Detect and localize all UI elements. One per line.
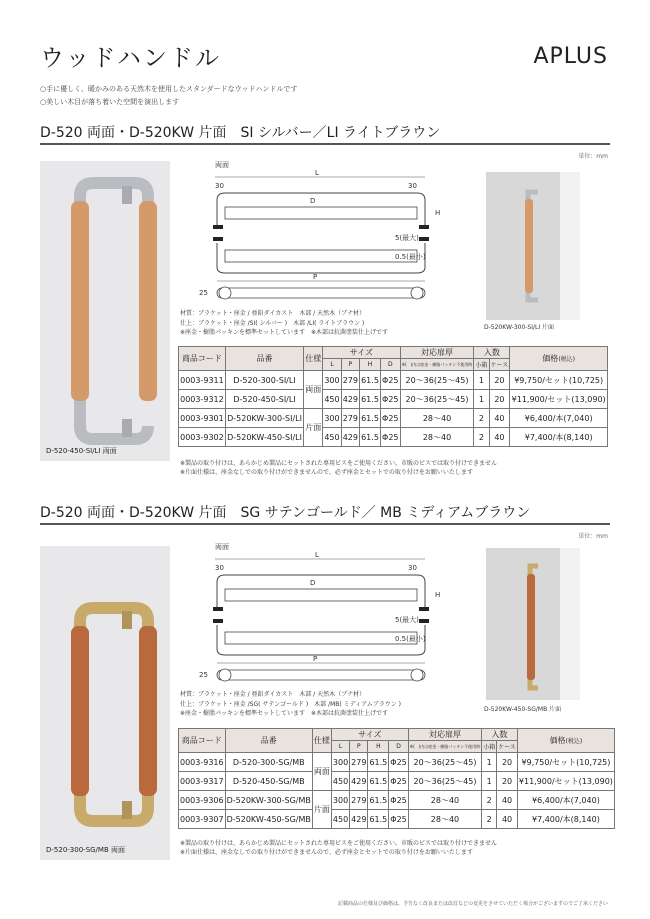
drawing-30a-label: 30 <box>215 564 224 572</box>
cell-small: 1 <box>482 772 497 791</box>
table-row <box>179 428 608 447</box>
note-line: ※座金・樹脂パッキンを標準セットしています ※木部は抗菌塗装仕上げです <box>180 329 388 336</box>
material-line: 材質：ブラケット・座金 / 亜鉛ダイカスト 木部 / 天然木（ブナ材） <box>180 691 366 698</box>
material-text-2 <box>180 690 401 719</box>
th-spec: 仕様 <box>304 347 323 371</box>
th-price-sub: (税込) <box>558 356 575 363</box>
th-price <box>510 347 608 371</box>
notes-2 <box>180 839 497 857</box>
cell-door: 20～36(25～45) <box>400 371 474 390</box>
th-price-label: 価格 <box>549 736 566 745</box>
cell-code: 0003-9312 <box>179 390 226 409</box>
th-small: 小箱 <box>474 359 489 371</box>
note-line: ※片面仕様は、座金なしでの取り付けができませんので、必ず座金とセットでの取り付けをお願いいたします <box>180 849 473 856</box>
cell-door: 20～36(25～45) <box>408 753 481 772</box>
brand-logo: APLUS <box>533 44 608 69</box>
cell-L: 300 <box>331 791 349 810</box>
th-small: 小箱 <box>482 741 497 753</box>
cell-price: ¥7,400/本(8,140) <box>517 810 614 829</box>
cell-case: 40 <box>497 791 518 810</box>
drawing-L-label: L <box>315 169 319 177</box>
drawing-25-label: 25 <box>199 671 208 679</box>
cell-small: 2 <box>482 810 497 829</box>
handle-small-image-silver <box>486 172 580 320</box>
handle-small-image-gold <box>486 548 580 700</box>
cell-D: Φ25 <box>380 390 400 409</box>
note-line: ※製品の取り付けは、あらかじめ製品にセットされた専用ビスをご使用ください。市販のビスでは取り付けできません <box>180 460 498 467</box>
cell-price: ¥6,400/本(7,040) <box>517 791 614 810</box>
cell-door: 20～36(25～45) <box>400 390 474 409</box>
cell-part: D-520-450-SG/MB <box>225 772 312 791</box>
cell-case: 20 <box>497 772 518 791</box>
cell-small: 1 <box>474 390 489 409</box>
cell-code: 0003-9301 <box>179 409 226 428</box>
cell-door: 28～40 <box>400 428 474 447</box>
cell-case: 40 <box>489 428 510 447</box>
drawing-30a-label: 30 <box>215 182 224 190</box>
footer-disclaimer: 記載商品の仕様及び価格は、予告なく改良または改訂などの変更をさせていただく場合がございますのでご了承ください <box>337 901 608 907</box>
cell-D: Φ25 <box>380 371 400 390</box>
cell-case: 20 <box>489 390 510 409</box>
section-1-title: D-520 両面・D-520KW 片面 SI シルバー／LI ライトブラウン <box>40 125 441 141</box>
handle-image-gold <box>40 546 170 860</box>
unit-label-1: 単位：mm <box>578 153 608 160</box>
section-2-rule <box>40 523 610 525</box>
cell-part: D-520-300-SG/MB <box>225 753 312 772</box>
cell-D: Φ25 <box>389 810 408 829</box>
th-H: H <box>368 741 389 753</box>
cell-small: 1 <box>482 753 497 772</box>
cell-door: 20～36(25～45) <box>408 772 481 791</box>
drawing-H-label: H <box>435 209 441 217</box>
drawing-max-label: 5(最大) <box>395 234 419 242</box>
product-small-photo-1 <box>486 172 580 320</box>
cell-part: D-520-450-SI/LI <box>225 390 303 409</box>
product-table-1 <box>178 346 608 447</box>
section-2-title: D-520 両面・D-520KW 片面 SG サテンゴールド／ MB ミディアムブラウン <box>40 505 531 521</box>
cell-D: Φ25 <box>380 409 400 428</box>
cell-P: 429 <box>341 428 359 447</box>
cell-L: 300 <box>323 371 341 390</box>
th-D: D <box>389 741 408 753</box>
cell-P: 279 <box>341 371 359 390</box>
th-L: L <box>331 741 349 753</box>
cell-L: 450 <box>331 772 349 791</box>
th-door-sub: ※( )内は座金・樹脂パッキン不使用時 <box>400 359 474 371</box>
th-qty: 入数 <box>482 729 518 741</box>
intro-line-1: ○手に優しく、暖かみのある天然木を使用したスタンダードなウッドハンドルです <box>40 85 298 93</box>
th-part: 品番 <box>225 347 303 371</box>
cell-spec-double: 両面 <box>312 753 331 791</box>
handle-image-silver <box>40 161 170 461</box>
note-line: ※片面仕様は、座金なしでの取り付けができませんので、必ず座金とセットでの取り付けをお願いいたします <box>180 469 473 476</box>
product-photo-1-caption: D-520-450-SI/LI 両面 <box>46 447 117 455</box>
th-case: ケース <box>497 741 518 753</box>
cell-H: 61.5 <box>368 791 389 810</box>
cell-small: 2 <box>474 409 489 428</box>
cell-small: 2 <box>482 791 497 810</box>
cell-price: ¥9,750/セット(10,725) <box>510 371 608 390</box>
table-row <box>179 772 615 791</box>
th-door: 対応扉厚 <box>408 729 481 741</box>
technical-drawing-1 <box>195 155 465 310</box>
cell-price: ¥11,900/セット(13,090) <box>510 390 608 409</box>
th-L: L <box>323 359 341 371</box>
cell-code: 0003-9317 <box>179 772 226 791</box>
th-price-label: 価格 <box>542 354 559 363</box>
cell-door: 28～40 <box>408 791 481 810</box>
cell-H: 61.5 <box>368 810 389 829</box>
drawing-P-label: P <box>313 655 318 663</box>
note-line: ※製品の取り付けは、あらかじめ製品にセットされた専用ビスをご使用ください。市販のビスでは取り付けできません <box>180 840 498 847</box>
material-text-1 <box>180 309 388 338</box>
cell-small: 1 <box>474 371 489 390</box>
finish-line: 仕上：ブラケット・座金 /SG( サテンゴールド ) 木部 /MB( ミディアムブラウン ) <box>180 700 401 708</box>
drawing-25-label: 25 <box>199 289 208 297</box>
drawing-30b-label: 30 <box>408 564 417 572</box>
th-P: P <box>341 359 359 371</box>
page-title: ウッドハンドル <box>40 44 222 72</box>
cell-D: Φ25 <box>389 791 408 810</box>
material-line: 材質：ブラケット・座金 / 亜鉛ダイカスト 木部 / 天然木（ブナ材） <box>180 310 366 317</box>
notes-1 <box>180 459 497 477</box>
table-row <box>179 810 615 829</box>
cell-small: 2 <box>474 428 489 447</box>
cell-code: 0003-9311 <box>179 371 226 390</box>
th-price <box>517 729 614 753</box>
product-small-photo-2-caption: D-520KW-450-SG/MB 片面 <box>484 706 562 713</box>
cell-P: 279 <box>350 753 368 772</box>
drawing-H-label: H <box>435 591 441 599</box>
table-row <box>179 409 608 428</box>
cell-D: Φ25 <box>380 428 400 447</box>
cell-H: 61.5 <box>368 753 389 772</box>
section-1-rule <box>40 143 610 145</box>
cell-L: 450 <box>323 390 341 409</box>
drawing-min-label: 0.5(最小) <box>395 635 426 643</box>
product-table-2 <box>178 728 615 829</box>
cell-part: D-520-300-SI/LI <box>225 371 303 390</box>
cell-code: 0003-9307 <box>179 810 226 829</box>
cell-L: 300 <box>331 753 349 772</box>
product-photo-2-caption: D-520-300-SG/MB 両面 <box>46 846 125 854</box>
drawing-D-label: D <box>310 197 316 205</box>
cell-code: 0003-9316 <box>179 753 226 772</box>
cell-price: ¥7,400/本(8,140) <box>510 428 608 447</box>
cell-H: 61.5 <box>360 371 381 390</box>
th-door-sub: ※( )内は座金・樹脂パッキン不使用時 <box>408 741 481 753</box>
table-row <box>179 371 608 390</box>
cell-case: 20 <box>497 753 518 772</box>
cell-part: D-520KW-450-SG/MB <box>225 810 312 829</box>
unit-label-2: 単位：mm <box>578 533 608 540</box>
cell-part: D-520KW-300-SI/LI <box>225 409 303 428</box>
drawing-front-label: 両面 <box>215 161 229 169</box>
cell-P: 279 <box>350 791 368 810</box>
drawing-D-label: D <box>310 579 316 587</box>
th-size: サイズ <box>323 347 400 359</box>
th-price-sub: (税込) <box>565 738 583 745</box>
product-small-photo-2 <box>486 548 580 700</box>
cell-P: 279 <box>341 409 359 428</box>
drawing-min-label: 0.5(最小) <box>395 253 426 261</box>
cell-spec-double: 両面 <box>304 371 323 409</box>
cell-price: ¥9,750/セット(10,725) <box>517 753 614 772</box>
cell-part: D-520KW-300-SG/MB <box>225 791 312 810</box>
cell-case: 40 <box>497 810 518 829</box>
table-row <box>179 390 608 409</box>
th-H: H <box>360 359 381 371</box>
th-door: 対応扉厚 <box>400 347 474 359</box>
cell-part: D-520KW-450-SI/LI <box>225 428 303 447</box>
cell-L: 450 <box>331 810 349 829</box>
cell-D: Φ25 <box>389 753 408 772</box>
cell-case: 20 <box>489 371 510 390</box>
drawing-max-label: 5(最大) <box>395 616 419 624</box>
note-line: ※座金・樹脂パッキンを標準セットしています ※木部は抗菌塗装仕上げです <box>180 710 388 717</box>
th-qty: 入数 <box>474 347 510 359</box>
cell-price: ¥11,900/セット(13,090) <box>517 772 614 791</box>
cell-L: 300 <box>323 409 341 428</box>
cell-H: 61.5 <box>368 772 389 791</box>
cell-H: 61.5 <box>360 428 381 447</box>
th-D: D <box>380 359 400 371</box>
drawing-front-label: 両面 <box>215 543 229 551</box>
product-small-photo-1-caption: D-520KW-300-SI/LI 片面 <box>484 324 555 331</box>
intro-line-2: ○美しい木目が落ち着いた空間を演出します <box>40 98 180 106</box>
cell-case: 40 <box>489 409 510 428</box>
cell-door: 28～40 <box>400 409 474 428</box>
cell-spec-single: 片面 <box>304 409 323 447</box>
product-photo-2 <box>40 546 170 860</box>
table-row <box>179 753 615 772</box>
th-spec: 仕様 <box>312 729 331 753</box>
th-code: 商品コード <box>179 729 226 753</box>
technical-drawing-2 <box>195 537 465 687</box>
cell-door: 28～40 <box>408 810 481 829</box>
th-P: P <box>350 741 368 753</box>
cell-code: 0003-9302 <box>179 428 226 447</box>
cell-D: Φ25 <box>389 772 408 791</box>
th-size: サイズ <box>331 729 408 741</box>
th-case: ケース <box>489 359 510 371</box>
drawing-L-label: L <box>315 551 319 559</box>
cell-H: 61.5 <box>360 390 381 409</box>
cell-spec-single: 片面 <box>312 791 331 829</box>
th-code: 商品コード <box>179 347 226 371</box>
drawing-P-label: P <box>313 273 318 281</box>
cell-P: 429 <box>350 810 368 829</box>
cell-P: 429 <box>350 772 368 791</box>
finish-line: 仕上：ブラケット・座金 /SI( シルバー ) 木部 /LI( ライトブラウン ) <box>180 319 365 327</box>
cell-price: ¥6,400/本(7,040) <box>510 409 608 428</box>
th-part: 品番 <box>225 729 312 753</box>
cell-P: 429 <box>341 390 359 409</box>
cell-code: 0003-9306 <box>179 791 226 810</box>
drawing-30b-label: 30 <box>408 182 417 190</box>
cell-H: 61.5 <box>360 409 381 428</box>
product-photo-1 <box>40 161 170 461</box>
cell-L: 450 <box>323 428 341 447</box>
table-row <box>179 791 615 810</box>
